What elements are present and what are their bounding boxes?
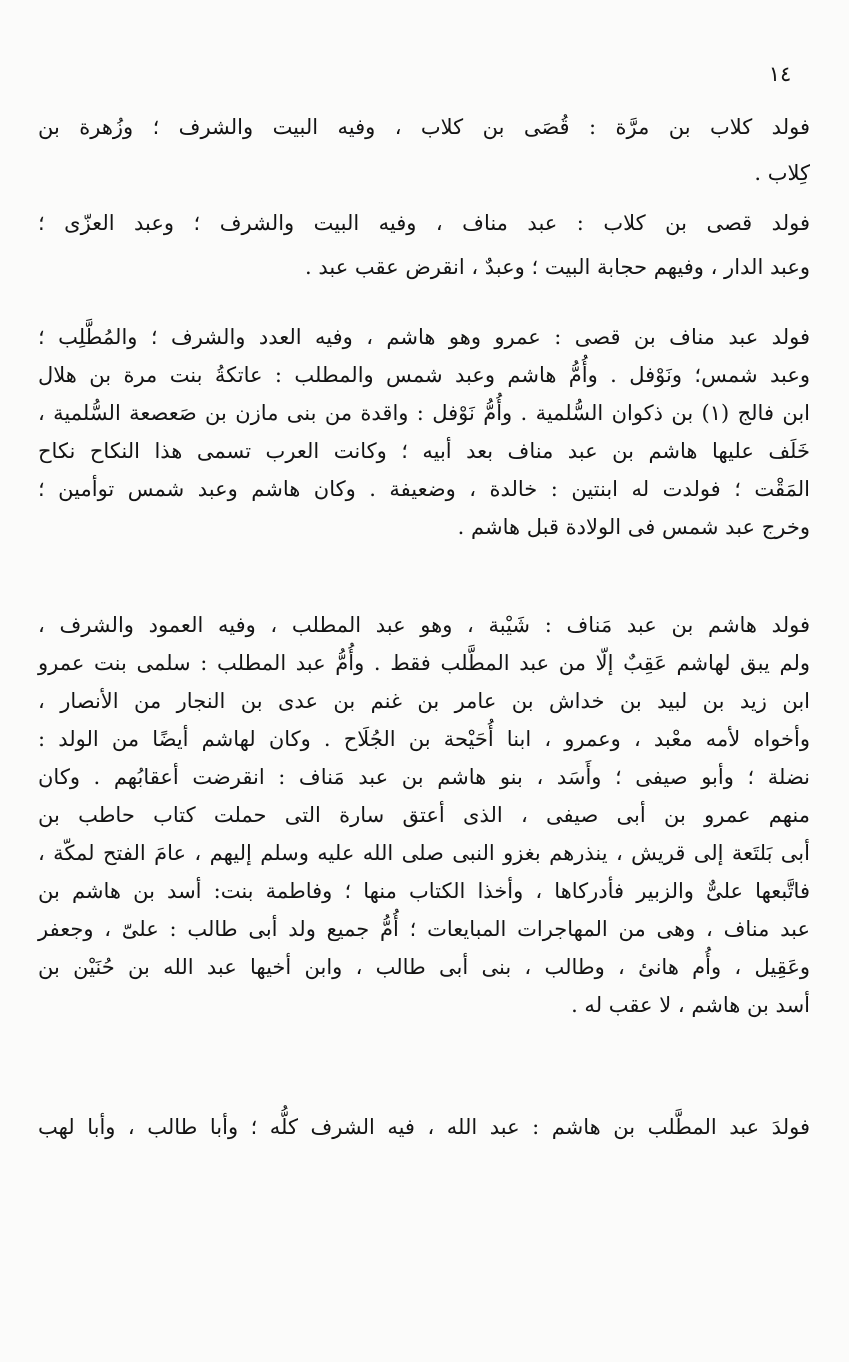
text-line: وعبد الدار ، وفيهم حجابة البيت ؛ وعبدٌ ، انقرض عقب عبد . — [305, 255, 810, 279]
text-line: ابن زيد بن لبيد بن خداش بن عامر بن غنم بن عدى بن النجار من الأنصار ، — [38, 689, 810, 713]
text-line: ولم يبق لهاشم عَقِبٌ إلّا من عبد المطَّلب فقط . وأُمُّ عبد المطلب : سلمى بنت عمرو — [38, 651, 810, 675]
text-line: نضلة ؛ وأبو صيفى ؛ وأَسَد ، بنو هاشم بن عبد مَناف : انقرضت أعقابُهم . وكان — [38, 765, 810, 789]
text-line: أبى بَلتَعة إلى قريش ، ينذرهم بغزو النبى صلى الله عليه وسلم إليهم ، عامَ الفتح لمكّة ، — [38, 841, 810, 865]
text-line: فولد كلاب بن مرَّة : قُصَى بن كلاب ، وفيه البيت والشرف ؛ وزُهرة بن — [38, 115, 810, 139]
paragraph-5 — [38, 1108, 810, 1146]
text-line: المَقْت ؛ فولدت له ابنتين : خالدة ، وضعيفة . وكان هاشم وعبد شمس توأمين ؛ — [38, 477, 810, 501]
text-line: وخرج عبد شمس فى الولادة قبل هاشم . — [457, 515, 810, 539]
text-line: فولد عبد مناف بن قصى : عمرو وهو هاشم ، وفيه العدد والشرف ؛ والمُطَّلِب ؛ — [38, 325, 810, 349]
text-line: وأخواه لأمه معْبد ، وعمرو ، ابنا أُحَيْحة بن الجُلَاح . وكان لهاشم أيضًا من الولد : — [38, 727, 810, 751]
paragraph-2 — [38, 204, 810, 286]
text-line: منهم عمرو بن أبى صيفى ، الذى أعتق سارة التى حملت كتاب حاطب بن — [38, 803, 810, 827]
text-line: وعبد شمس؛ ونَوْفل . وأُمُّ هاشم وعبد شمس والمطلب : عاتكةُ بنت مرة بن هلال — [38, 363, 810, 387]
text-line: فولدَ عبد المطَّلب بن هاشم : عبد الله ، فيه الشرف كلُّه ؛ وأبا طالب ، وأبا لهب — [38, 1115, 810, 1139]
text-line: فولد قصى بن كلاب : عبد مناف ، وفيه البيت والشرف ؛ وعبد العزّى ؛ — [38, 211, 810, 235]
text-line: أسد بن هاشم ، لا عقب له . — [571, 993, 810, 1017]
text-line: فاتَّبعها علىٌّ والزبير فأدركاها ، وأخذا الكتاب منها ؛ وفاطمة بنت: أسد بن هاشم بن — [38, 879, 810, 903]
text-line: خَلَف عليها هاشم بن عبد مناف بعد أبيه ؛ وكانت العرب تسمى هذا النكاح نكاح — [38, 439, 810, 463]
text-line: وعَقِيل ، وأُم هانئ ، وطالب ، بنى أبى طالب ، وابن أخيها عبد الله بن حُنَيْن بن — [38, 955, 810, 979]
paragraph-1 — [38, 108, 810, 192]
text-line: ابن فالج (١) بن ذكوان السُّلمية . وأُمُّ نَوْفل : واقدة من بنى مازن بن صَعصعة السُّلمية ، — [38, 401, 810, 425]
paragraph-4 — [38, 606, 810, 1024]
text-line: فولد هاشم بن عبد مَناف : شَيْبة ، وهو عبد المطلب ، وفيه العمود والشرف ، — [38, 613, 810, 637]
page-number: ١٤ — [768, 62, 792, 86]
text-line: عبد مناف ، وهى من المهاجرات المبايعات ؛ أُمُّ جميع ولد أبى طالب : علىّ ، وجعفر — [38, 917, 810, 941]
text-line: كِلاب . — [754, 161, 810, 185]
paragraph-3 — [38, 318, 810, 546]
